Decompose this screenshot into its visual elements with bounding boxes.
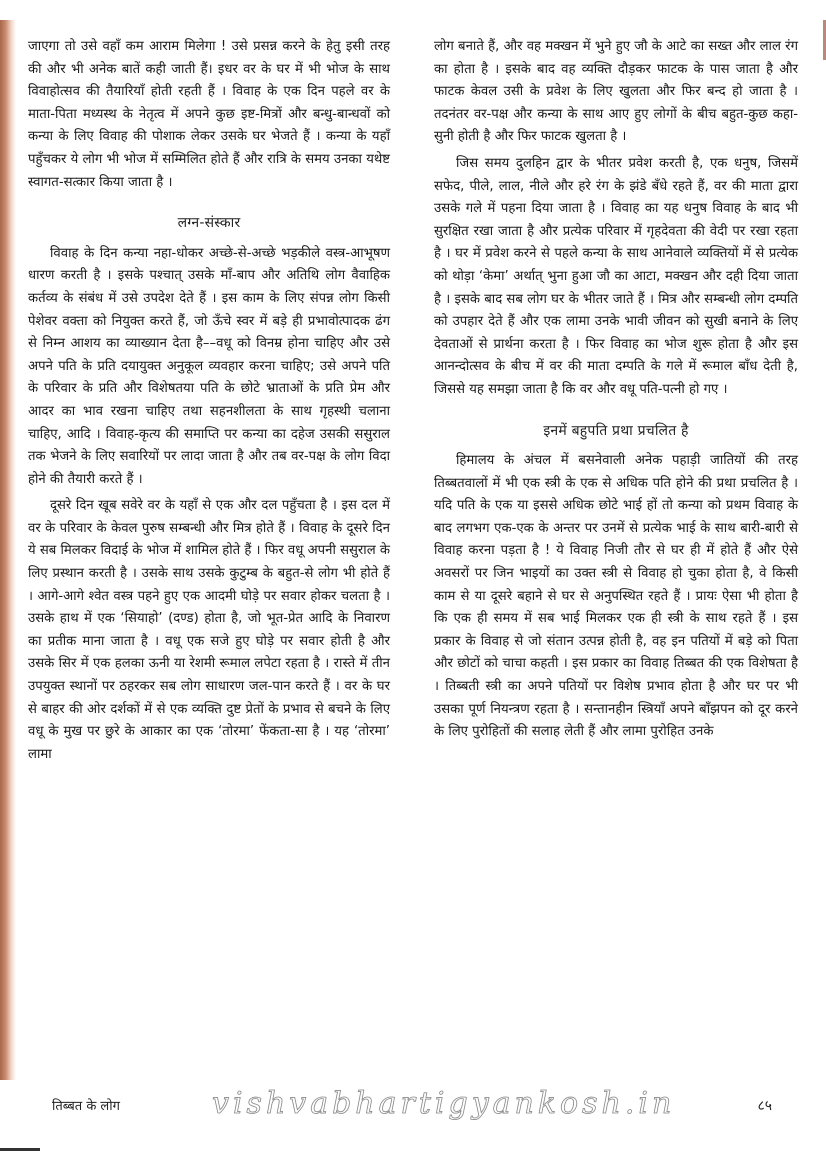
page-footer — [52, 1086, 772, 1121]
paragraph: जिस समय दुलहिन द्वार के भीतर प्रवेश करती है, एक धनुष, जिसमें सफेद, पीले, लाल, नीले और हरे रंग के झंडे बँधे रहते हैं, वर की माता द्वारा उसके गले में पहना दिया जाता है । विवाह का यह धनुष विवाह के बाद भी सुरक्षित रखा जाता है और प्रत्येक परिवार में गृहदेवता की वेदी पर रखा रहता है । घर में प्रवेश करने से पहले कन्या के साथ आनेवाले व्यक्तियों में से प्रत्येक को थोड़ा ‘केमा’ अर्थात् भुना हुआ जौ का आटा, मक्खन और दही दिया जाता है । इसके बाद सब लोग घर के भीतर जाते हैं । मित्र और सम्बन्धी लोग दम्पति को उपहार देते हैं और एक लामा उनके भावी जीवन को सुखी बनाने के लिए देवताओं से प्रार्थना करता है । फिर विवाह का भोज शुरू होता है और इस आनन्दोत्सव के बीच में वर की माता दम्पति के गले में रूमाल बाँध देती है, जिससे यह समझा जाता है कि वर और वधू पति-पत्नी हो गए । — [434, 155, 798, 397]
page-number: ८५ — [757, 1097, 772, 1114]
watermark: vishvabhartigyankosh.in — [212, 1086, 676, 1121]
right-column — [434, 36, 798, 1076]
paragraph: हिमालय के अंचल में बसनेवाली अनेक पहाड़ी जातियों की तरह तिब्बतवालों में भी एक स्त्री के एक से अधिक पति होने की प्रथा प्रचलित है । यदि पति के एक या इससे अधिक छोटे भाई हों तो कन्या को प्रथम विवाह के बाद लगभग एक-एक के अन्तर पर उनमें से प्रत्येक भाई के साथ बारी-बारी से विवाह करना पड़ता है ! ये विवाह निजी तौर से घर ही में होते हैं और ऐसे अवसरों पर जिन भाइयों का उक्त स्त्री से विवाह हो चुका होता है, वे किसी काम से या दूसरे बहाने से घर से अनुपस्थित रहते हैं । प्रायः ऐसा भी होता है कि एक ही समय में सब भाई मिलकर एक ही स्त्री के साथ रहते हैं । इस प्रकार के विवाह से जो संतान उत्पन्न होती है, वह इन पतियों में बड़े को पिता और छोटों को चाचा कहती । इस प्रकार का विवाह तिब्बत की एक विशेषता है । तिब्बती स्त्री का अपने पतियों पर विशेष प्रभाव होता है और घर पर भी उसका पूर्ण नियन्त्रण रहता है । सन्तानहीन स्त्रियाँ अपने बाँझपन को दूर करने के लिए पुरोहितों की सलाह लेती हैं और लामा पुरोहित उनके — [434, 453, 798, 740]
running-title: तिब्बत के लोग — [52, 1099, 120, 1114]
section-heading-polyandry: इनमें बहुपति प्रथा प्रचलित है — [543, 422, 689, 439]
paragraph: विवाह के दिन कन्या नहा-धोकर अच्छे-से-अच्छे भड़कीले वस्त्र-आभूषण धारण करती है । इसके पश्चात् उसके माँ-बाप और अतिथि लोग वैवाहिक कर्तव्य के संबंध में उसे उपदेश देते हैं । इस काम के लिए संपन्न लोग किसी पेशेवर वक्ता को नियुक्त करते हैं, जो ऊँचे स्वर में बड़े ही प्रभावोत्पादक ढंग से निम्न आशय का व्याख्यान देता है––वधू को विनम्र होना चाहिए और उसे अपने पति के प्रति दयायुक्त अनुकूल व्यवहार करना चाहिए; उसे अपने पति के परिवार के प्रति और विशेषतया पति के छोटे भ्राताओं के प्रति प्रेम और आदर का भाव रखना चाहिए तथा सहनशीलता के साथ गृहस्थी चलाना चाहिए, आदि । विवाह-कृत्य की समाप्ति पर कन्या का दहेज उसकी ससुराल तक भेजने के लिए सवारियों पर लादा जाता है और तब वर-पक्ष के लोग विदा होने की तैयारी करते हैं । — [28, 245, 390, 487]
paragraph: दूसरे दिन खूब सवेरे वर के यहाँ से एक और दल पहुँचता है । इस दल में वर के परिवार के केवल पुरुष सम्बन्धी और मित्र होते हैं । विवाह के दूसरे दिन ये सब मिलकर विदाई के भोज में शामिल होते हैं । फिर वधू अपनी ससुराल के लिए प्रस्थान करती है । उसके साथ उसके कुटुम्ब के बहुत-से लोग भी होते हैं । आगे-आगे श्वेत वस्त्र पहने हुए एक आदमी घोड़े पर सवार होकर चलता है । उसके हाथ में एक ‘सियाहो’ (दण्ड) होता है, जो भूत-प्रेत आदि के निवारण का प्रतीक माना जाता है । वधू एक सजे हुए घोड़े पर सवार होती है और उसके सिर में एक हलका ऊनी या रेशमी रूमाल लपेटा रहता है । रास्ते में तीन उपयुक्त स्थानों पर ठहरकर सब लोग साधारण जल-पान करते हैं । वर के घर से बाहर की ओर दर्शकों में से एक व्यक्ति दुष्ट प्रेतों के प्रभाव से बचने के लिए वधू के मुख पर छुरे के आकार का एक ‘तोरमा’ फेंकता-सा है । यह ‘तोरमा’ लामा — [28, 498, 390, 762]
page-binding-edge — [0, 20, 16, 1080]
paragraph: जाएगा तो उसे वहाँ कम आराम मिलेगा ! उसे प्रसन्न करने के हेतु इसी तरह की और भी अनेक बातें कही जाती हैं। इधर वर के घर में भी भोज के साथ विवाहोत्सव की तैयारियाँ होती रहती हैं । विवाह के एक दिन पहले वर के माता-पिता मध्यस्थ के नेतृत्व में अपने कुछ इष्ट-मित्रों और बन्धु-बान्धवों को कन्या के लिए विवाह की पोशाक लेकर उसके घर भेजते हैं । कन्या के यहाँ पहुँचकर ये लोग भी भोज में सम्मिलित होते हैं और रात्रि के समय उनका यथेष्ट स्वागत-सत्कार किया जाता है । — [28, 39, 390, 190]
page-bottom-edge — [0, 1148, 40, 1151]
left-column — [28, 36, 390, 1076]
book-page — [28, 36, 798, 1076]
section-heading-lagna-sanskar: लग्न-संस्कार — [177, 215, 241, 232]
paragraph: लोग बनाते हैं, और वह मक्खन में भुने हुए जौ के आटे का सख्त और लाल रंग का होता है । इसके बाद वह व्यक्ति दौड़कर फाटक के पास जाता है और फाटक केवल उसी के प्रवेश के लिए खुलता और फिर बन्द हो जाता है । तदनंतर वर-पक्ष और कन्या के साथ आए हुए लोगों के बीच बहुत-कुछ कहा-सुनी होती है और फिर फाटक खुलता है । — [434, 39, 798, 145]
